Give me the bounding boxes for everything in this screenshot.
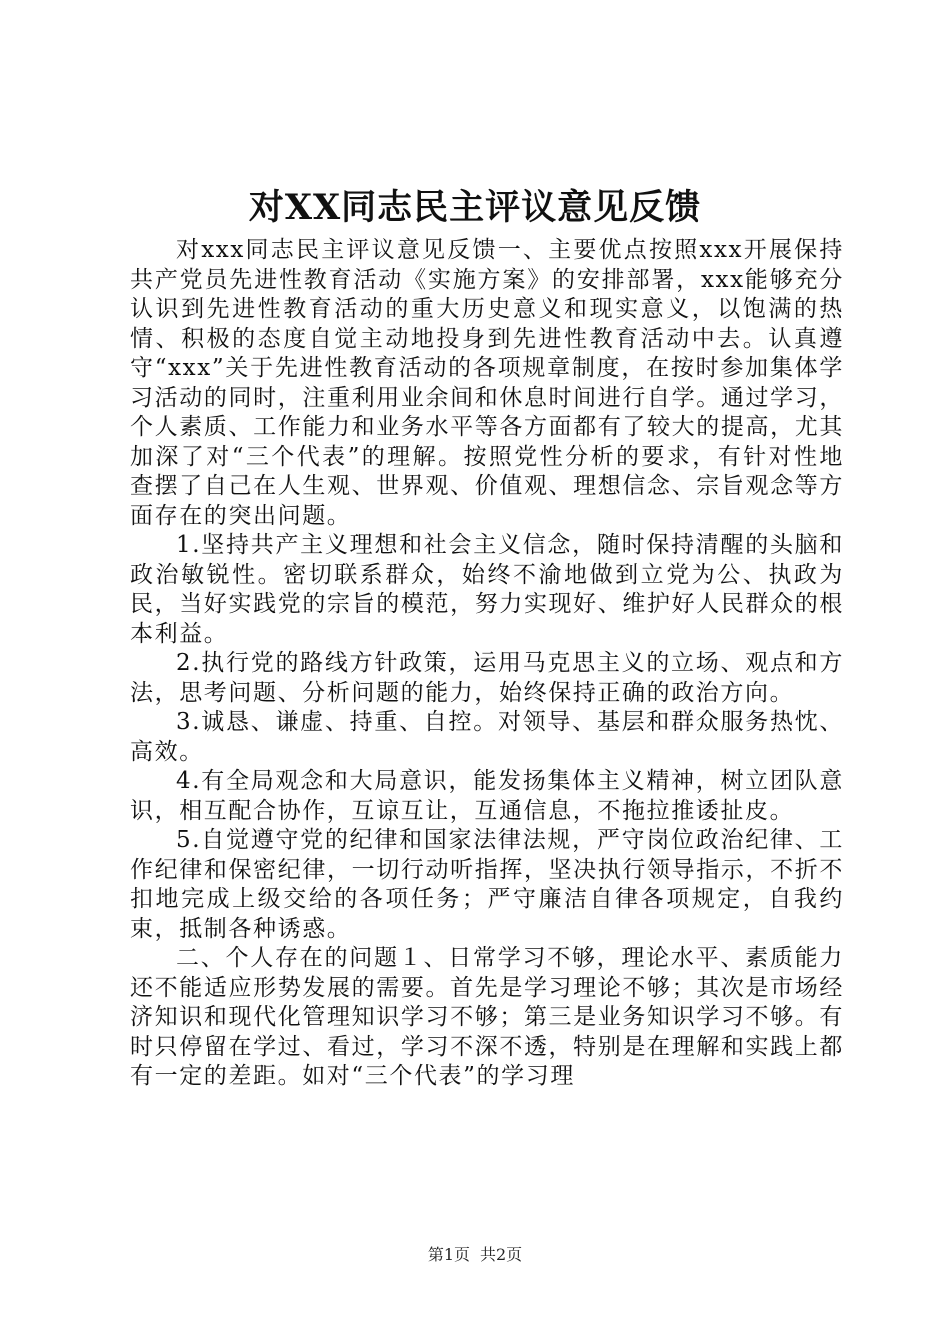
paragraph-intro: 对xxx同志民主评议意见反馈一、主要优点按照xxx开展保持共产党员先进性教育活动《实施方案》的安排部署，xxx能够充分认识到先进性教育活动的重大历史意义和现实意义，以饱满的热情、积极的态度自觉主动地投身到先进性教育活动中去。认真遵守“xxx”关于先进性教育活动的各项规章制度，在按时参加集体学习活动的同时，注重利用业余间和休息时间进行自学。通过学习，个人素质、工作能力和业务水平等各方面都有了较大的提高，尤其加深了对“三个代表”的理解。按照党性分析的要求，有针对性地查摆了自己在人生观、世界观、价值观、理想信念、宗旨观念等方面存在的突出问题。 [130, 237, 844, 529]
paragraph-problems: 二、个人存在的问题１、日常学习不够，理论水平、素质能力还不能适应形势发展的需要。首先是学习理论不够；其次是市场经济知识和现代化管理知识学习不够；第三是业务知识学习不够。有时只停留在学过、看过，学习不深不透，特别是在理解和实践上都有一定的差距。如对“三个代表”的学习理 [130, 945, 844, 1089]
paragraph-item-3: 3.诚恳、谦虚、持重、自控。对领导、基层和群众服务热忱、高效。 [130, 709, 844, 765]
document-title: 对XX同志民主评议意见反馈 [248, 187, 702, 228]
page-total: 共2页 [480, 1245, 523, 1264]
paragraph-item-4: 4.有全局观念和大局意识，能发扬集体主义精神，树立团队意识，相互配合协作，互谅互让，互通信息，不拖拉推诿扯皮。 [130, 768, 844, 824]
paragraph-item-1: 1.坚持共产主义理想和社会主义信念，随时保持清醒的头脑和政治敏锐性。密切联系群众，始终不渝地做到立党为公、执政为民，当好实践党的宗旨的模范，努力实现好、维护好人民群众的根本利益。 [130, 532, 844, 647]
page-number: 第1页 [427, 1245, 470, 1264]
paragraph-item-2: 2.执行党的路线方针政策，运用马克思主义的立场、观点和方法，思考问题、分析问题的能力，始终保持正确的政治方向。 [130, 650, 844, 706]
page-footer [0, 1244, 950, 1266]
paragraph-item-5: 5.自觉遵守党的纪律和国家法律法规，严守岗位政治纪律、工作纪律和保密纪律，一切行动听指挥，坚决执行领导指示，不折不扣地完成上级交给的各项任务；严守廉洁自律各项规定，自我约束，抵制各种诱惑。 [130, 827, 844, 942]
document-body [130, 236, 844, 1092]
